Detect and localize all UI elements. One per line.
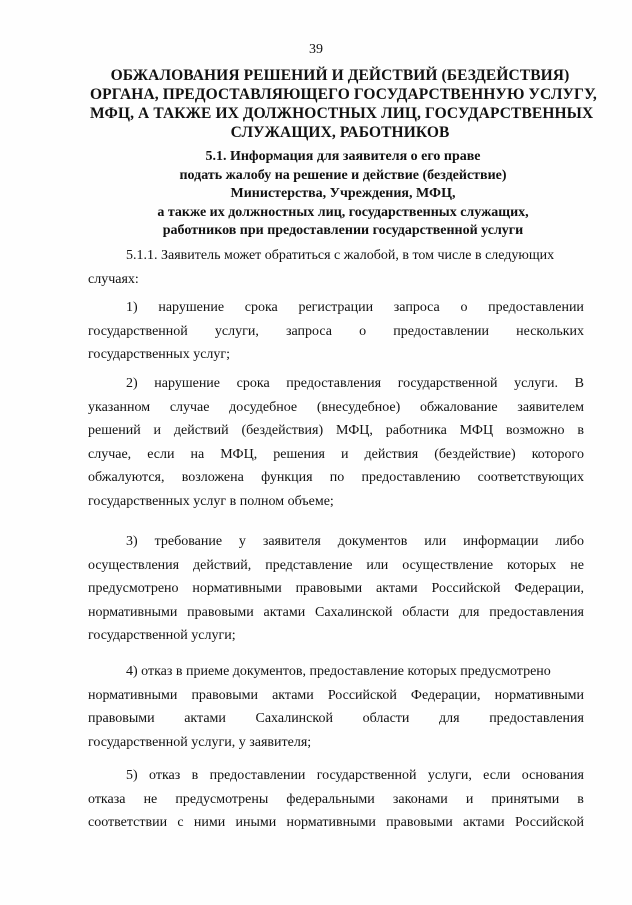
word: (бездействие) (434, 446, 516, 462)
word: актами (375, 581, 418, 596)
paragraph (88, 296, 584, 367)
word: Федерации, (410, 687, 481, 703)
text-line (88, 811, 584, 835)
word: области (362, 711, 410, 726)
paragraph (88, 372, 584, 513)
word: нормативными (88, 604, 178, 620)
word: запроса (393, 300, 440, 315)
text-line (88, 244, 584, 268)
text-line (88, 707, 584, 731)
paragraph (88, 530, 584, 648)
word: в (577, 791, 584, 807)
word: актами (184, 711, 226, 726)
word: указанном (88, 399, 151, 415)
word: предоставлении (393, 323, 490, 339)
word: документов (337, 534, 408, 549)
line-text: государственных услуг в полном объеме; (88, 493, 334, 509)
word: которого (531, 446, 584, 462)
text-line (88, 554, 584, 578)
word: Сахалинской (315, 604, 393, 620)
word: случае, (88, 446, 132, 462)
word: области (402, 604, 450, 620)
word: актами (263, 604, 306, 620)
word: не (143, 791, 158, 807)
word: случае (169, 399, 210, 415)
word: законами (392, 791, 448, 807)
word: услуги. (514, 376, 559, 391)
line-text: 4) отказ в приеме документов, предоставление которых предусмотрено (126, 664, 551, 679)
word: отказа (88, 791, 126, 807)
word: обжалуются, (88, 470, 165, 485)
word: в (191, 768, 199, 783)
text-line (88, 684, 584, 708)
word: ними (193, 815, 226, 830)
word: и (340, 446, 349, 462)
word: нормативными (192, 581, 282, 596)
word: МФЦ (459, 423, 494, 438)
word: о (359, 323, 367, 339)
word: государственной (397, 376, 498, 391)
word: нормативными (286, 815, 376, 830)
text-line (88, 320, 584, 344)
word: принятыми (491, 791, 560, 807)
text-line (88, 788, 584, 812)
word: соответствующих (477, 470, 584, 485)
word: 2) (126, 376, 138, 391)
paragraph (88, 660, 584, 754)
text-line (88, 443, 584, 467)
word: и (153, 423, 162, 438)
word: 1) (126, 300, 138, 315)
word: возможно (505, 423, 565, 438)
subheading-line: подать жалобу на решение и действие (бездействие) (179, 167, 507, 183)
word: основания (521, 768, 584, 783)
word: МФЦ, (335, 423, 373, 438)
subheading-line: 5.1. Информация для заявителя о его праве (205, 149, 481, 164)
line-text: государственной услуги, у заявителя; (88, 734, 312, 750)
paragraph (88, 764, 584, 835)
line-text: 5.1.1. Заявитель может обратиться с жалобой, в том числе в следующих (126, 248, 555, 263)
word: заявителя (262, 534, 321, 549)
subheading-line: работников при предоставлении государственной услуги (162, 223, 524, 238)
word: государственной (88, 323, 188, 339)
word: нарушение (158, 300, 225, 315)
word: предоставления (489, 604, 584, 620)
word: решений (88, 423, 141, 438)
word: федеральными (286, 791, 375, 807)
word: нормативными (88, 687, 178, 703)
word: решения (273, 446, 325, 462)
word: нескольких (516, 323, 584, 339)
word: с (177, 815, 184, 830)
word: о (460, 300, 468, 315)
word: не (570, 557, 584, 573)
word: предоставления (286, 376, 382, 391)
word: предоставлению (361, 470, 461, 485)
word: для (458, 604, 480, 620)
word: либо (555, 534, 584, 549)
word: правовыми (88, 711, 155, 726)
word: (бездействия) (241, 423, 324, 438)
text-line (88, 396, 584, 420)
text-line (88, 268, 584, 292)
word: актами (272, 687, 314, 703)
word: МФЦ, (220, 446, 258, 462)
word: срока (236, 376, 270, 391)
text-line (88, 296, 584, 320)
word: правовыми (295, 581, 363, 596)
word: Российской (514, 815, 584, 830)
word: соответствии (88, 815, 168, 830)
word: государственной (316, 768, 417, 783)
subheading-line: Министерства, Учреждения, МФЦ, (230, 186, 456, 201)
word: представление (265, 557, 353, 573)
text-line (88, 343, 584, 367)
word: для (439, 711, 460, 726)
word: предоставлении (209, 768, 306, 783)
text-line (88, 530, 584, 554)
word: действий (173, 423, 229, 438)
word: предоставления (489, 711, 584, 726)
section-heading-line: СЛУЖАЩИХ, РАБОТНИКОВ (230, 124, 450, 141)
word: нормативными (494, 687, 584, 703)
word: регистрации (298, 300, 374, 315)
text-line (88, 624, 584, 648)
word: услуги, (427, 768, 472, 783)
word: которых (507, 557, 557, 573)
word: осуществление (402, 557, 494, 573)
word: заявителем (517, 399, 584, 415)
line-text: государственной услуги; (88, 628, 236, 643)
word: досудебное (229, 399, 298, 415)
word: нарушение (154, 376, 221, 391)
word: В (574, 376, 584, 391)
word: актами (462, 815, 505, 830)
word: функция (261, 470, 313, 485)
word: правовыми (386, 815, 453, 830)
word: срока (244, 300, 278, 315)
word: если (147, 446, 175, 462)
text-line (88, 419, 584, 443)
word: действия (364, 446, 419, 462)
page-number: 39 (309, 42, 323, 57)
word: 5) (126, 768, 138, 783)
word: Федерации, (514, 581, 584, 596)
section-heading (90, 66, 597, 142)
word: осуществления (88, 557, 180, 573)
word: отказ (149, 768, 181, 783)
word: требование (154, 534, 223, 549)
word: Сахалинской (255, 711, 333, 726)
text-line (88, 764, 584, 788)
word: 3) (126, 534, 138, 549)
word: информации (463, 534, 539, 549)
word: если (483, 768, 511, 783)
word: на (190, 446, 205, 462)
text-line (88, 660, 584, 684)
text-line (88, 372, 584, 396)
word: у (238, 534, 246, 549)
subsection-heading (118, 148, 568, 241)
text-line (88, 731, 584, 755)
word: работника (385, 423, 447, 438)
word: (внесудебное) (316, 399, 401, 415)
line-text: случаях: (88, 271, 139, 287)
word: Российской (431, 581, 501, 596)
word: предусмотрено (88, 581, 179, 596)
word: иными (235, 815, 277, 830)
word: услуги, (214, 323, 259, 339)
section-heading-line: ОРГАНА, ПРЕДОСТАВЛЯЮЩЕГО ГОСУДАРСТВЕННУЮ УСЛУГУ, (90, 86, 597, 103)
section-heading-line: МФЦ, А ТАКЖЕ ИХ ДОЛЖНОСТНЫХ ЛИЦ, ГОСУДАРСТВЕННЫХ (90, 105, 594, 122)
text-line (88, 601, 584, 625)
word: Российской (327, 687, 397, 703)
word: предусмотрены (175, 791, 269, 807)
word: возложена (181, 470, 244, 485)
word: правовыми (187, 604, 254, 620)
text-line (88, 577, 584, 601)
word: или (424, 534, 447, 549)
word: правовыми (191, 687, 259, 703)
word: запроса (285, 323, 332, 339)
text-line (88, 466, 584, 490)
word: или (366, 557, 389, 573)
subheading-line: а также их должностных лиц, государственных служащих, (157, 204, 529, 220)
word: обжалование (420, 399, 498, 415)
paragraph (88, 244, 584, 291)
text-line (88, 490, 584, 514)
word: действий, (193, 557, 252, 573)
section-heading-line: ОБЖАЛОВАНИЯ РЕШЕНИЙ И ДЕЙСТВИЙ (БЕЗДЕЙСТВИЯ) (110, 67, 570, 84)
word: предоставлении (488, 300, 584, 315)
word: по (329, 470, 345, 485)
word: в (577, 423, 584, 438)
line-text: государственных услуг; (88, 347, 231, 362)
word: и (465, 791, 474, 807)
